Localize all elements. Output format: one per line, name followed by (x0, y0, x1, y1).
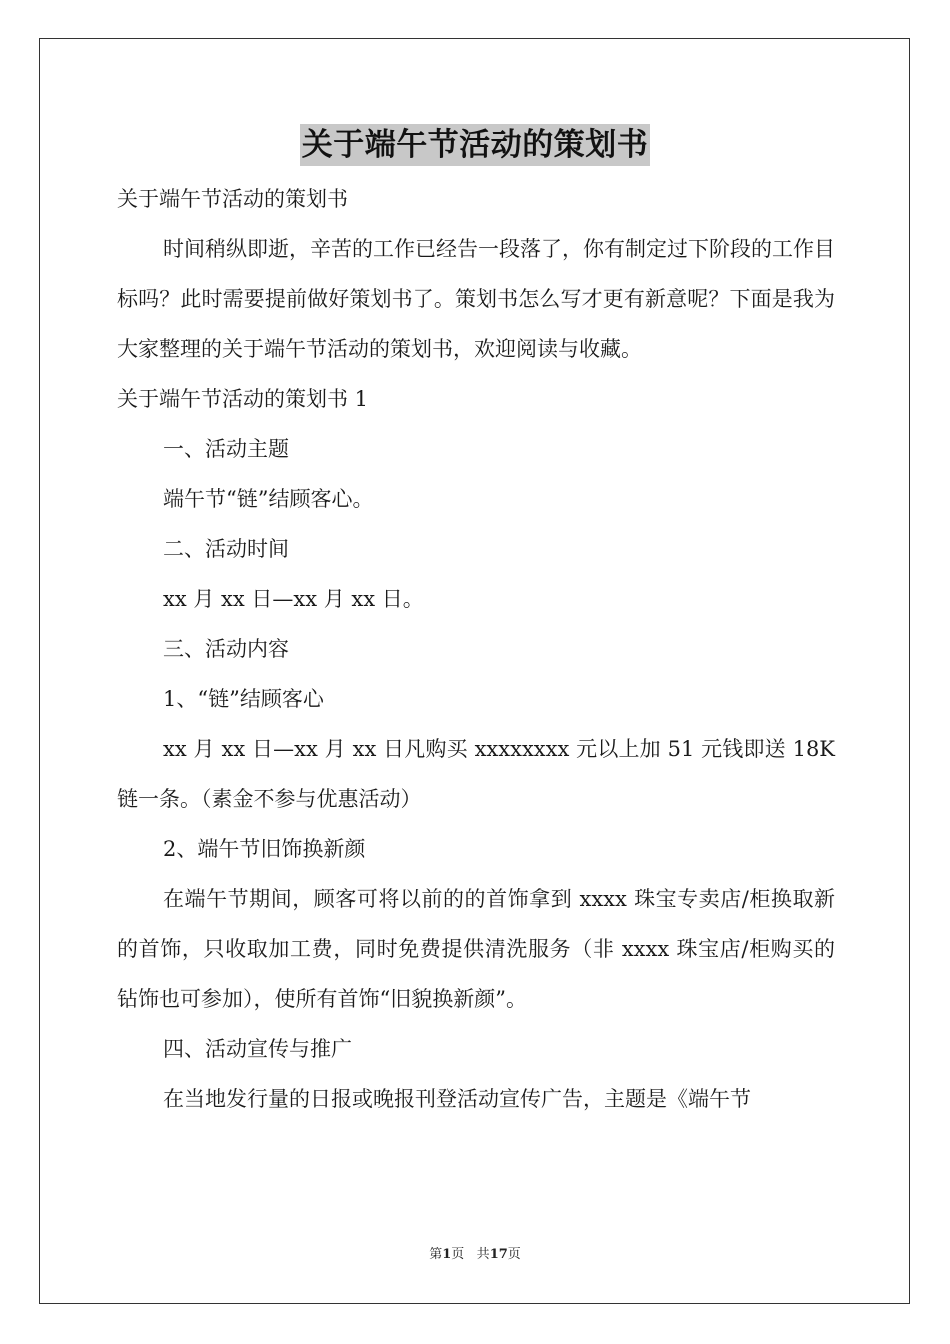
paragraph: xx 月 xx 日—xx 月 xx 日。 (163, 587, 424, 611)
paragraph: 关于端午节活动的策划书 (117, 187, 348, 211)
paragraph: 1、“链”结顾客心 (163, 687, 324, 711)
page-label-suffix: 页 (451, 1247, 465, 1262)
page-footer (0, 1245, 950, 1265)
total-pages: 17 (489, 1247, 508, 1262)
paragraph: 关于端午节活动的策划书 1 (117, 387, 369, 411)
paragraph: 三、活动内容 (163, 637, 289, 661)
paragraph: 在当地发行量的日报或晚报刊登活动宣传广告，主题是《端午节 (163, 1087, 751, 1111)
paragraph: 一、活动主题 (163, 437, 289, 461)
paragraph: 2、端午节旧饰换新颜 (163, 837, 366, 861)
page-number: 1 (442, 1247, 452, 1262)
total-label-suffix: 页 (507, 1247, 521, 1262)
page-label-prefix: 第 (429, 1247, 443, 1262)
document-title: 关于端午节活动的策划书 (300, 124, 651, 166)
paragraph: 时间稍纵即逝，辛苦的工作已经告一段落了，你有制定过下阶段的工作目标吗？此时需要提前做好策划书了。策划书怎么写才更有新意呢？下面是我为大家整理的关于端午节活动的策划书，欢迎阅读与收藏。 (117, 237, 835, 361)
document-body (117, 174, 835, 1124)
paragraph: 四、活动宣传与推广 (163, 1037, 352, 1061)
paragraph: 二、活动时间 (163, 537, 289, 561)
paragraph: 在端午节期间，顾客可将以前的的首饰拿到 xxxx 珠宝专卖店/柜换取新的首饰，只收取加工费，同时免费提供清洗服务（非 xxxx 珠宝店/柜购买的钻饰也可参加），使所有首饰“旧貌换新颜”。 (117, 887, 835, 1011)
paragraph: xx 月 xx 日—xx 月 xx 日凡购买 xxxxxxxx 元以上加 51 元钱即送 18K 链一条。（素金不参与优惠活动） (117, 737, 835, 811)
title-wrap (0, 124, 950, 166)
total-label-prefix: 共 (476, 1247, 490, 1262)
paragraph: 端午节“链”结顾客心。 (163, 487, 374, 511)
